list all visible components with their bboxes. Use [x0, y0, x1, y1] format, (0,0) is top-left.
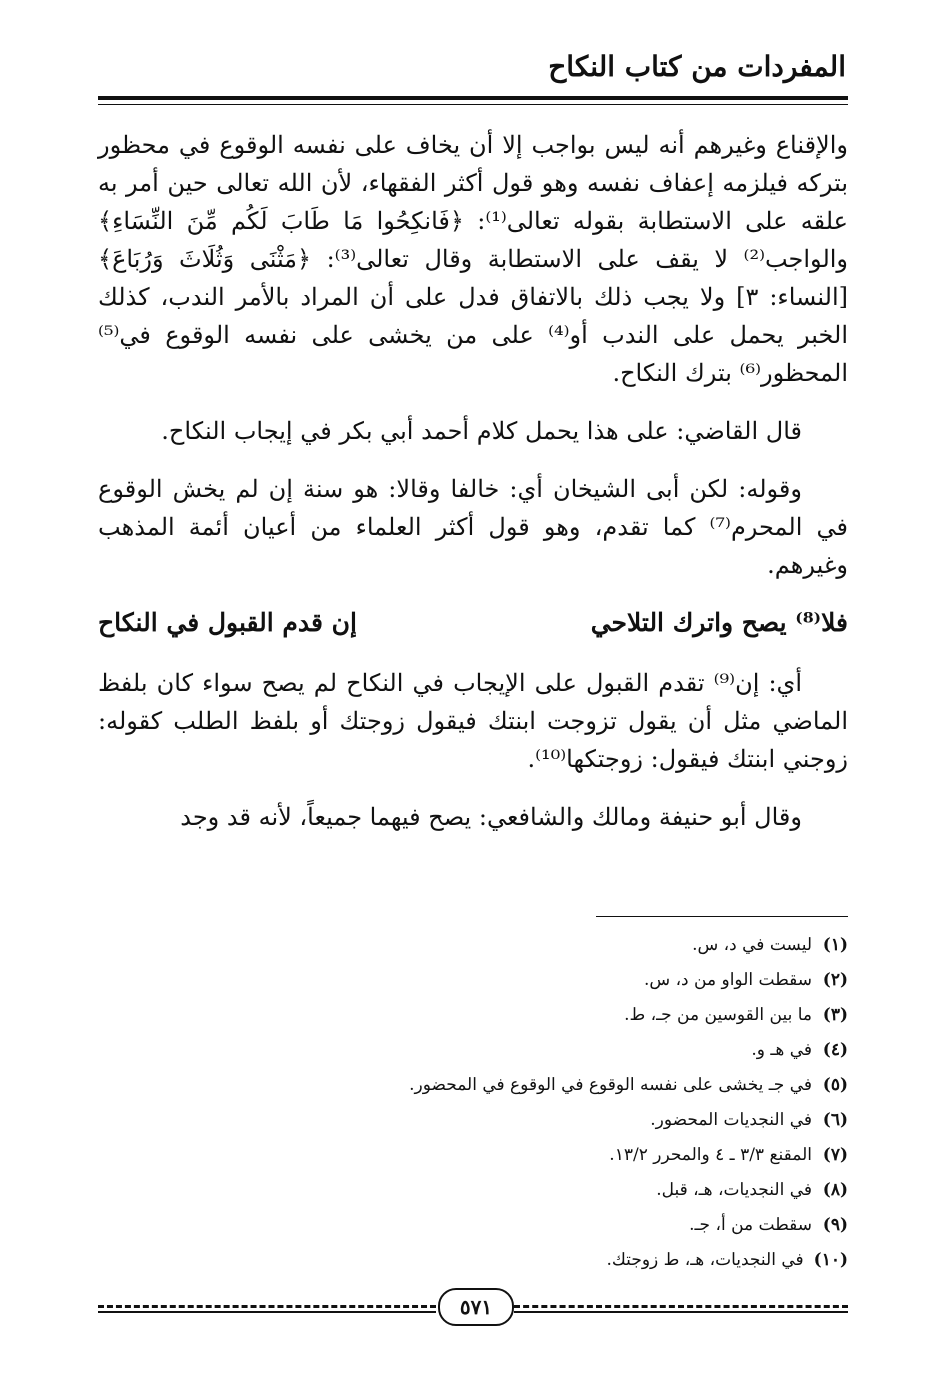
footnote-number: (٨): [822, 1180, 848, 1200]
footnote-6: [300, 1103, 848, 1138]
footnote-9: [300, 1208, 848, 1243]
footnote-number: (٥): [822, 1075, 848, 1095]
page-number: ٥٧١: [438, 1288, 514, 1326]
footnote-separator: [596, 916, 848, 917]
footnote-text: في النجديات المحضور.: [650, 1110, 812, 1130]
page-footer: [98, 1288, 848, 1324]
footnote-5: [300, 1068, 848, 1103]
paragraph-4: أي: إن⁽⁹⁾ تقدم القبول على الإيجاب في النكاح لم يصح سواء كان بلفظ الماضي مثل أن يقول تزوجت ابنتك فيقول زوجتك أو بلفظ الطلب كقوله: زوجني ابنتك فيقول: زوجتكها⁽¹⁰⁾.: [98, 669, 848, 773]
paragraph-1: والإقناع وغيرهم أنه ليس بواجب إلا أن يخاف على نفسه الوقوع في محظور بتركه فيلزمه إعفاف نفسه وهو قول أكثر الفقهاء، لأن الله تعالى حين أمر به علقه على الاستطابة بقوله تعالى⁽¹⁾: ﴿فَانكِحُوا مَا طَابَ لَكُم مِّنَ النِّسَاءِ﴾ والواجب⁽²⁾ لا يقف على الاستطابة وقال تعالى⁽³⁾: ﴿مَثْنَى وَثُلَاثَ وَرُبَاعَ﴾ [النساء: ٣] ولا يجب ذلك بالاتفاق فدل على أن المراد بالأمر الندب، كذلك الخبر يحمل على الندب أو⁽⁴⁾ على من يخشى على نفسه الوقوع في⁽⁵⁾ المحظور⁽⁶⁾ بترك النكاح.: [98, 131, 849, 387]
poem-first-hemistich: إن قدم القبول في النكاح: [98, 608, 357, 637]
poem-verse: [98, 604, 848, 642]
footnote-number: (٩): [822, 1215, 848, 1235]
footnote-text: في هـ و.: [751, 1040, 812, 1060]
footnote-text: في جـ يخشى على نفسه الوقوع في الوقوع في المحضور.: [409, 1075, 812, 1095]
footnote-text: ليست في د، س.: [692, 935, 812, 955]
footnote-number: (٤): [822, 1040, 848, 1060]
footnote-number: (٦): [822, 1110, 848, 1130]
footnote-7: [300, 1138, 848, 1173]
footnote-text: سقطت الواو من د، س.: [644, 970, 812, 990]
footnote-text: سقطت من أ، جـ.: [689, 1215, 812, 1235]
footnote-text: في النجديات، هـ، قبل.: [656, 1180, 812, 1200]
footnote-number: (٢): [822, 970, 848, 990]
header-rule-thick: [98, 96, 848, 100]
footer-line-right: [514, 1311, 848, 1313]
paragraph-2: قال القاضي: على هذا يحمل كلام أحمد أبي بكر في إيجاب النكاح.: [161, 417, 802, 445]
paragraph-3: وقوله: لكن أبى الشيخان أي: خالفا وقالا: هو سنة إن لم يخش الوقوع في المحرم⁽⁷⁾ كما تقدم، وهو قول أكثر العلماء من أعيان أئمة المذهب وغيرهم.: [98, 475, 848, 579]
footnote-4: [300, 1033, 848, 1068]
footnotes: [300, 928, 848, 1278]
footer-dash-right: [514, 1305, 848, 1308]
footnote-number: (٣): [822, 1005, 848, 1025]
footnote-number: (٧): [822, 1145, 848, 1165]
footer-line-left: [98, 1311, 436, 1313]
footnote-10: [300, 1243, 848, 1278]
footnote-text: ما بين القوسين من جـ، ط.: [624, 1005, 812, 1025]
footnote-1: [300, 928, 848, 963]
footnote-8: [300, 1173, 848, 1208]
footnote-text: في النجديات، هـ، ط زوجتك.: [606, 1250, 804, 1270]
paragraph-5: وقال أبو حنيفة ومالك والشافعي: يصح فيهما جميعاً، لأنه قد وجد: [180, 803, 802, 831]
footnote-text: المقنع ٣/٣ ـ ٤ والمحرر ١٣/٢.: [609, 1145, 812, 1165]
running-header-title: المفردات من كتاب النكاح: [548, 50, 846, 83]
footnote-number: (١): [822, 935, 848, 955]
footnote-number: (١٠): [813, 1250, 848, 1270]
footnote-3: [300, 998, 848, 1033]
poem-second-hemistich: فلا⁽⁸⁾ يصح واترك التلاحي: [590, 608, 848, 637]
footer-dash-left: [98, 1305, 436, 1308]
header-rule-thin: [98, 104, 848, 105]
footnote-2: [300, 963, 848, 998]
main-text: [98, 126, 848, 856]
